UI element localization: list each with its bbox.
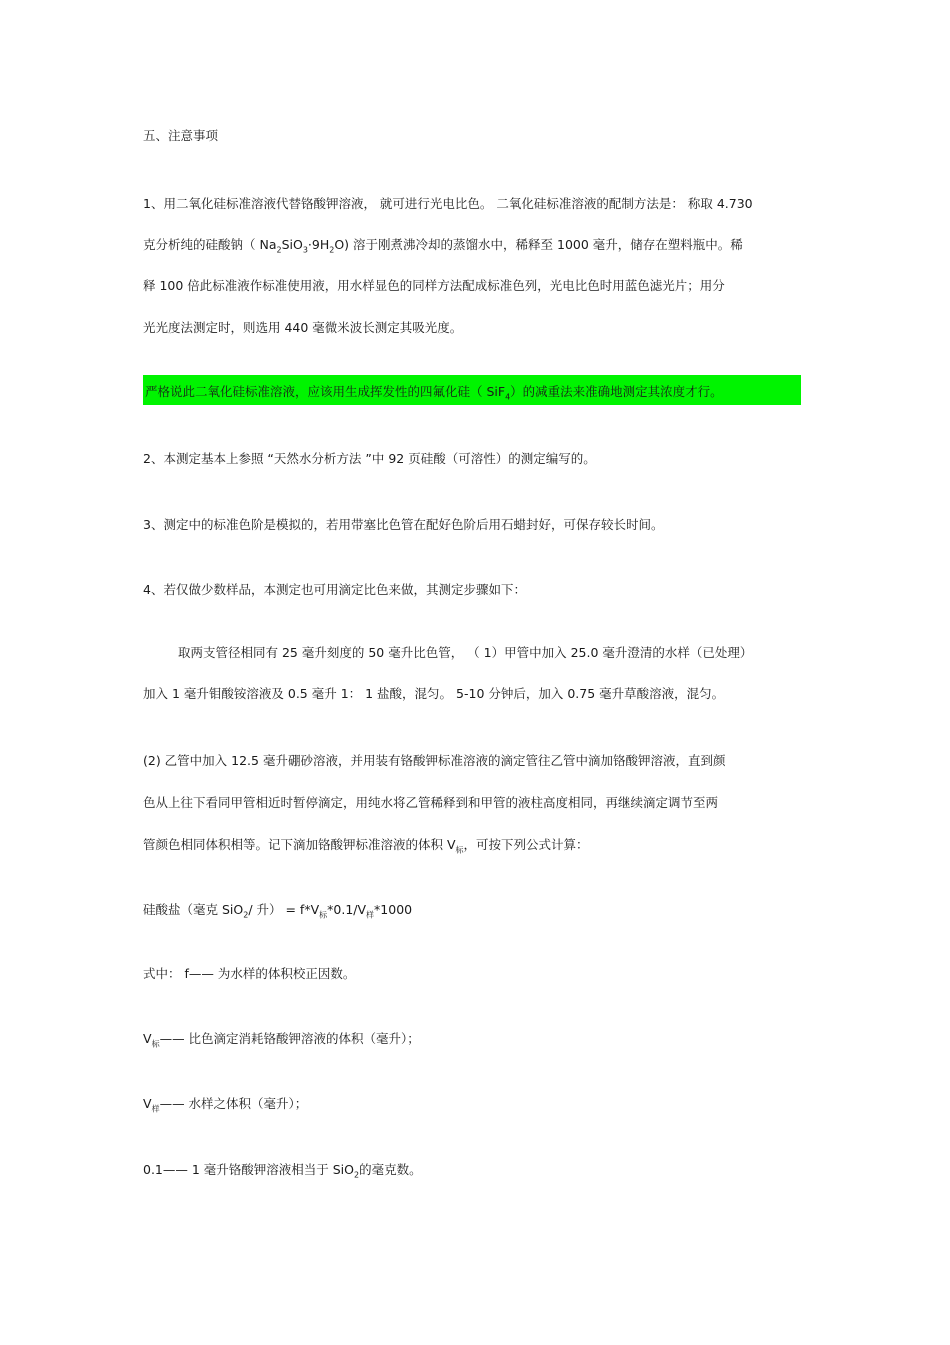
- item1-line2-sub2: 3: [302, 245, 308, 255]
- item3: 3、测定中的标准色阶是模拟的，若用带塞比色管在配好色阶后用石蜡封好，可保存较长时间。: [143, 517, 664, 532]
- def-v-sample: [143, 1096, 307, 1112]
- item1-line2-sub1: 2: [276, 245, 282, 255]
- where-clause: 式中： f—— 为水样的体积校正因数。: [143, 966, 356, 981]
- item1-line1: 1、用二氧化硅标准溶液代替铬酸钾溶液， 就可进行光电比色。 二氧化硅标准溶液的配制方法是： 称取 4.730: [143, 196, 753, 211]
- highlight-sub: 4: [505, 392, 511, 402]
- item1-line2-mid1: SiO: [281, 237, 303, 252]
- def-v-std-pre: V: [143, 1031, 152, 1046]
- def-factor-post: 的毫克数。: [359, 1162, 422, 1177]
- item4-intro: 4、若仅做少数样品，本测定也可用滴定比色来做，其测定步骤如下：: [143, 582, 526, 597]
- def-factor-pre: 0.1—— 1 毫升铬酸钾溶液相当于 SiO: [143, 1162, 354, 1177]
- def-factor: [143, 1162, 422, 1178]
- item1-line2-post: O) 溶于刚煮沸冷却的蒸馏水中，稀释至 1000 毫升，储存在塑料瓶中。稀: [334, 237, 743, 252]
- def-v-sample-sub: 样: [151, 1104, 160, 1114]
- def-factor-sub: 2: [354, 1170, 360, 1180]
- item4-p1-line1: 取两支管径相同有 25 毫升刻度的 50 毫升比色管， （ 1）甲管中加入 25.0 毫升澄清的水样（已处理）: [178, 645, 753, 660]
- section-title: 五、注意事项: [143, 128, 219, 143]
- def-v-sample-pre: V: [143, 1096, 152, 1111]
- item1-line2-pre: 克分析纯的硅酸钠（ Na: [143, 237, 277, 252]
- item1-line2-mid2: ·9H: [307, 237, 330, 252]
- item1-line2-sub3: 2: [329, 245, 335, 255]
- highlight-post: ）的减重法来准确地测定其浓度才行。: [510, 384, 723, 399]
- item4-p2-line3-sub: 标: [455, 845, 464, 855]
- formula-post: *1000: [374, 902, 413, 917]
- item4-p2-line3: [143, 837, 589, 853]
- highlight-note: [145, 384, 723, 400]
- def-v-std-post: —— 比色滴定消耗铬酸钾溶液的体积（毫升）；: [159, 1031, 420, 1046]
- highlight-pre: 严格说此二氧化硅标准溶液，应该用生成挥发性的四氟化硅（ SiF: [145, 384, 506, 399]
- formula-pre: 硅酸盐（毫克 SiO: [143, 902, 244, 917]
- item1-line4: 光光度法测定时，则选用 440 毫微米波长测定其吸光度。: [143, 320, 463, 335]
- formula-sub3: 样: [366, 910, 375, 920]
- item4-p2-line3-pre: 管颜色相同体积相等。记下滴加铬酸钾标准溶液的体积 V: [143, 837, 456, 852]
- formula-mid2: *0.1/V: [327, 902, 367, 917]
- item2: 2、本测定基本上参照 “天然水分析方法 ”中 92 页硅酸（可溶性）的测定编写的。: [143, 451, 596, 466]
- def-v-sample-post: —— 水样之体积（毫升）；: [159, 1096, 308, 1111]
- def-v-std: [143, 1031, 420, 1047]
- item4-p2-line3-post: ，可按下列公式计算：: [463, 837, 589, 852]
- item1-line2: [143, 237, 743, 253]
- item1-line3: 释 100 倍此标准液作标准使用液，用水样显色的同样方法配成标准色列，光电比色时用蓝色滤光片；用分: [143, 278, 725, 293]
- formula-mid1: / 升） = f*V: [248, 902, 320, 917]
- def-v-std-sub: 标: [151, 1039, 160, 1049]
- formula: [143, 902, 412, 918]
- item4-p2-line2: 色从上往下看同甲管相近时暂停滴定，用纯水将乙管稀释到和甲管的液柱高度相同，再继续滴定调节至两: [143, 795, 719, 810]
- item4-p1-line2: 加入 1 毫升钼酸铵溶液及 0.5 毫升 1： 1 盐酸，混匀。 5-10 分钟后，加入 0.75 毫升草酸溶液，混匀。: [143, 686, 725, 701]
- item4-p2-line1: (2) 乙管中加入 12.5 毫升硼砂溶液，并用装有铬酸钾标准溶液的滴定管往乙管中滴加铬酸钾溶液，直到颜: [143, 753, 726, 768]
- formula-sub1: 2: [243, 910, 249, 920]
- formula-sub2: 标: [319, 910, 328, 920]
